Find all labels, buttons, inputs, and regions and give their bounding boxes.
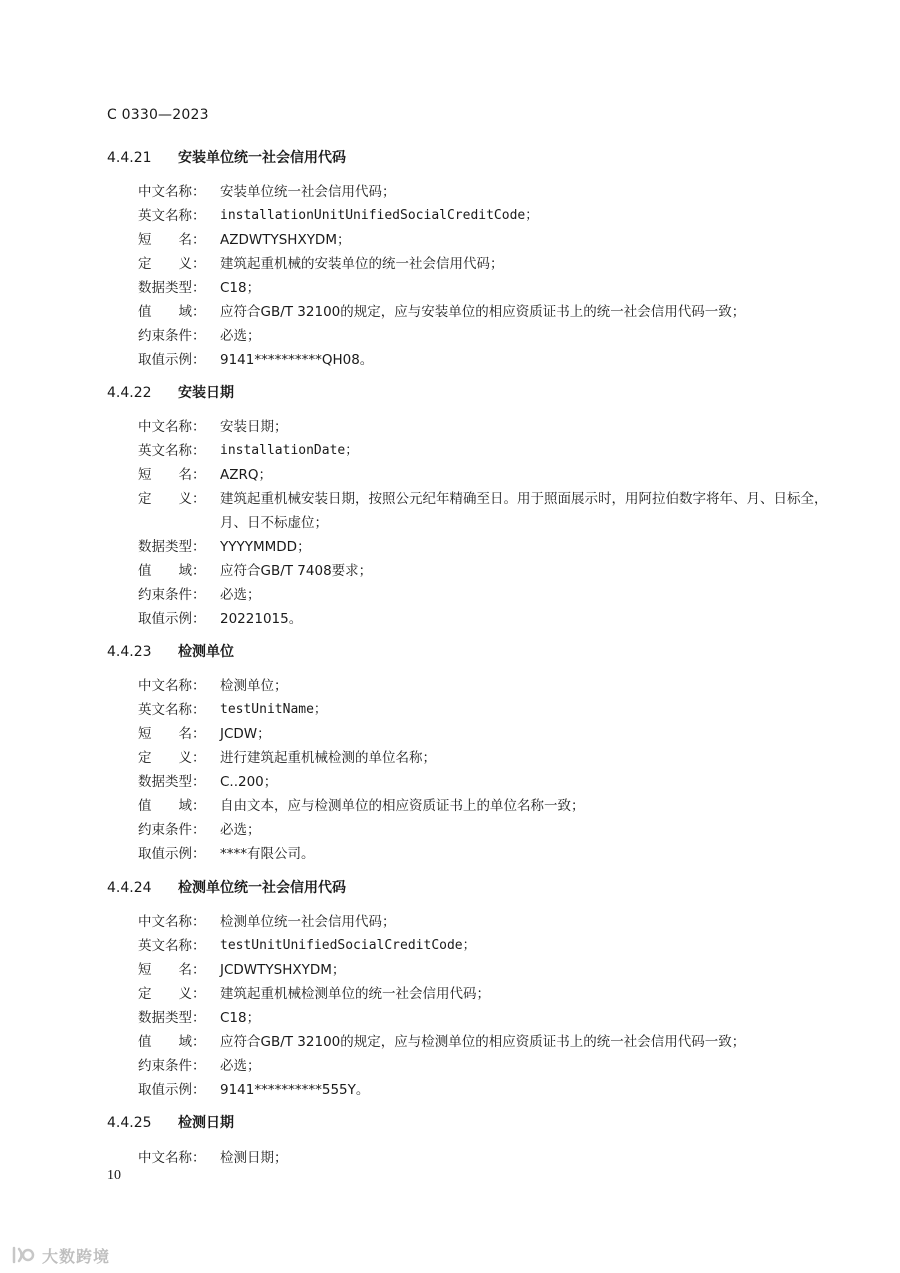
field-row-cn-name	[138, 180, 828, 204]
field-row-constraint	[138, 583, 828, 607]
field-row-value-domain	[138, 300, 828, 324]
section-heading-4-4-24	[107, 876, 346, 900]
field-value: 建筑起重机械检测单位的统一社会信用代码；	[220, 986, 490, 1002]
standard-code: C 0330—2023	[107, 107, 209, 123]
field-row-short-name	[138, 722, 828, 746]
field-label: 取值示例：	[138, 611, 206, 627]
field-row-short-name	[138, 958, 828, 982]
field-label: 中文名称：	[138, 678, 206, 694]
field-value: 20221015。	[220, 611, 303, 627]
field-row-example	[138, 607, 828, 631]
field-label: 值 域：	[138, 798, 206, 814]
field-row-en-name	[138, 439, 828, 463]
field-value: 必选；	[220, 1058, 261, 1074]
field-value: AZRQ；	[220, 467, 272, 483]
field-row-data-type	[138, 276, 828, 300]
field-label: 中文名称：	[138, 184, 206, 200]
field-label: 英文名称：	[138, 702, 206, 718]
section-number: 4.4.22	[107, 385, 152, 401]
section-heading-4-4-21	[107, 146, 346, 170]
field-value: JCDWTYSHXYDM；	[220, 962, 346, 978]
field-row-example	[138, 348, 828, 372]
field-row-definition	[138, 252, 828, 276]
field-label: 约束条件：	[138, 587, 206, 603]
field-value: installationDate；	[220, 443, 359, 458]
field-label: 中文名称：	[138, 1150, 206, 1166]
field-label: 英文名称：	[138, 938, 206, 954]
field-value: 自由文本，应与检测单位的相应资质证书上的单位名称一致；	[220, 798, 585, 814]
field-label: 数据类型：	[138, 539, 206, 555]
field-row-en-name	[138, 934, 828, 958]
field-row-short-name	[138, 463, 828, 487]
field-row-definition	[138, 487, 828, 535]
watermark	[10, 1242, 110, 1268]
field-row-data-type	[138, 1006, 828, 1030]
field-row-value-domain	[138, 559, 828, 583]
section-number: 4.4.25	[107, 1115, 152, 1131]
field-row-cn-name	[138, 910, 828, 934]
field-value: ****有限公司。	[220, 846, 315, 862]
field-value: 必选；	[220, 328, 261, 344]
field-value: 进行建筑起重机械检测的单位名称；	[220, 750, 436, 766]
field-label: 取值示例：	[138, 1082, 206, 1098]
field-value: testUnitUnifiedSocialCreditCode；	[220, 938, 476, 953]
brand-logo-icon	[10, 1244, 36, 1266]
field-value: 安装日期；	[220, 419, 288, 435]
field-row-example	[138, 1078, 828, 1102]
field-value: 建筑起重机械的安装单位的统一社会信用代码；	[220, 256, 504, 272]
section-heading-4-4-22	[107, 381, 234, 405]
field-value: 应符合GB/T 32100的规定，应与检测单位的相应资质证书上的统一社会信用代码一致；	[220, 1034, 746, 1050]
field-value: 应符合GB/T 32100的规定，应与安装单位的相应资质证书上的统一社会信用代码一致；	[220, 304, 746, 320]
section-title: 安装日期	[178, 385, 234, 401]
field-label: 中文名称：	[138, 914, 206, 930]
field-row-definition	[138, 746, 828, 770]
field-label: 定 义：	[138, 256, 206, 272]
field-label: 定 义：	[138, 750, 206, 766]
field-label: 约束条件：	[138, 328, 206, 344]
field-label: 数据类型：	[138, 280, 206, 296]
field-row-cn-name	[138, 415, 828, 439]
field-value: 安装单位统一社会信用代码；	[220, 184, 396, 200]
section-title: 安装单位统一社会信用代码	[178, 150, 346, 166]
field-value: 检测单位；	[220, 678, 288, 694]
section-number: 4.4.24	[107, 880, 152, 896]
field-row-short-name	[138, 228, 828, 252]
field-value: 必选；	[220, 822, 261, 838]
field-label: 值 域：	[138, 1034, 206, 1050]
field-row-constraint	[138, 818, 828, 842]
field-row-value-domain	[138, 794, 828, 818]
field-label: 短 名：	[138, 726, 206, 742]
section-title: 检测单位统一社会信用代码	[178, 880, 346, 896]
section-number: 4.4.21	[107, 150, 152, 166]
field-row-en-name	[138, 698, 828, 722]
field-value: testUnitName；	[220, 702, 327, 717]
page-number: 10	[107, 1168, 121, 1183]
field-label: 数据类型：	[138, 1010, 206, 1026]
field-value: YYYYMMDD；	[220, 539, 311, 555]
field-label: 英文名称：	[138, 208, 206, 224]
field-row-example	[138, 842, 828, 866]
field-label: 数据类型：	[138, 774, 206, 790]
field-row-cn-name	[138, 674, 828, 698]
field-label: 中文名称：	[138, 419, 206, 435]
field-value: C18；	[220, 1010, 261, 1026]
field-value: 应符合GB/T 7408要求；	[220, 563, 373, 579]
field-row-data-type	[138, 770, 828, 794]
field-label: 定 义：	[138, 986, 206, 1002]
field-row-definition	[138, 982, 828, 1006]
field-label: 短 名：	[138, 232, 206, 248]
field-label: 短 名：	[138, 467, 206, 483]
field-value: installationUnitUnifiedSocialCreditCode；	[220, 208, 539, 223]
field-value: C18；	[220, 280, 261, 296]
section-title: 检测单位	[178, 644, 234, 660]
field-value: C..200；	[220, 774, 278, 790]
field-row-en-name	[138, 204, 828, 228]
section-title: 检测日期	[178, 1115, 234, 1131]
field-value: 检测单位统一社会信用代码；	[220, 914, 396, 930]
field-label: 约束条件：	[138, 1058, 206, 1074]
field-value: 检测日期；	[220, 1150, 288, 1166]
field-row-cn-name	[138, 1146, 828, 1170]
field-value: 必选；	[220, 587, 261, 603]
field-row-constraint	[138, 324, 828, 348]
field-value: 9141**********QH08。	[220, 352, 374, 368]
field-label: 值 域：	[138, 304, 206, 320]
field-value: AZDWTYSHXYDM；	[220, 232, 351, 248]
field-row-data-type	[138, 535, 828, 559]
field-row-constraint	[138, 1054, 828, 1078]
section-number: 4.4.23	[107, 644, 152, 660]
field-label: 取值示例：	[138, 352, 206, 368]
field-value: 建筑起重机械安装日期，按照公元纪年精确至日。用于照面展示时，用阿拉伯数字将年、月、日标全，月、日不标虚位；	[220, 491, 828, 531]
section-heading-4-4-25	[107, 1111, 234, 1135]
watermark-text: 大数跨境	[42, 1246, 111, 1266]
field-label: 定 义：	[138, 491, 206, 507]
field-label: 短 名：	[138, 962, 206, 978]
field-label: 约束条件：	[138, 822, 206, 838]
field-row-value-domain	[138, 1030, 828, 1054]
field-value: JCDW；	[220, 726, 271, 742]
field-label: 取值示例：	[138, 846, 206, 862]
field-label: 值 域：	[138, 563, 206, 579]
field-label: 英文名称：	[138, 443, 206, 459]
field-value: 9141**********555Y。	[220, 1082, 370, 1098]
section-heading-4-4-23	[107, 640, 234, 664]
